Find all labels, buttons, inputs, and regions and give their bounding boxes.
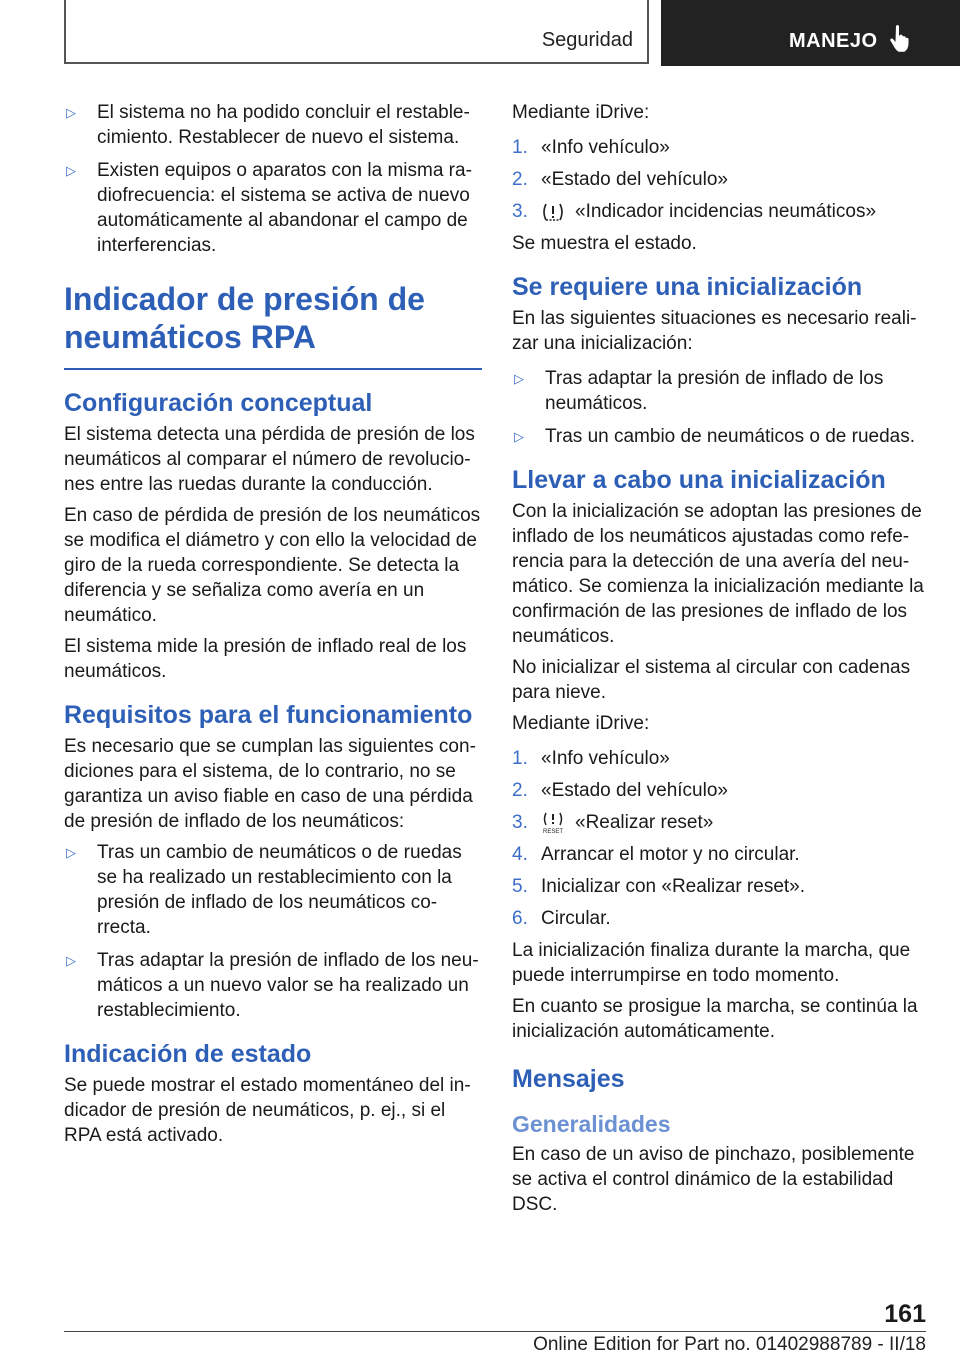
tire-pressure-warning-icon bbox=[541, 202, 565, 222]
heading-init-do: Llevar a cabo una inicialización bbox=[512, 466, 886, 494]
paragraph: En caso de un aviso de pinchazo, posiblemente se activa el control dinámico de la estabilidad DSC. bbox=[512, 1144, 915, 1215]
bullet-triangle-icon: ▷ bbox=[66, 105, 76, 120]
header-section-box bbox=[64, 0, 649, 64]
bullet-triangle-icon: ▷ bbox=[66, 163, 76, 178]
paragraph: Se muestra el estado. bbox=[512, 233, 697, 254]
svg-text:RESET: RESET bbox=[542, 828, 564, 834]
paragraph: En cuanto se prosigue la marcha, se continúa la inicialización automáticamente. bbox=[512, 996, 918, 1042]
footer-divider bbox=[64, 1331, 926, 1332]
list-item: ▷ Tras adaptar la presión de inflado de los neumáticos. bbox=[514, 368, 884, 414]
list-item: 5. Inicializar con «Realizar reset». bbox=[512, 876, 806, 897]
list-item: 3. RESET «Realizar reset» bbox=[512, 812, 714, 834]
page-number: 161 bbox=[884, 1300, 926, 1328]
bullet-triangle-icon: ▷ bbox=[66, 845, 76, 860]
bullet-triangle-icon: ▷ bbox=[514, 371, 524, 386]
paragraph: El sistema mide la presión de inflado real de los neumáticos. bbox=[64, 636, 467, 682]
list-item: ▷ Tras adaptar la presión de inflado de los neumáticos a un nuevo valor se ha realizado un restablecimiento. bbox=[66, 950, 479, 1021]
list-item: ▷ El sistema no ha podido concluir el restablecimiento. Restablecer de nuevo el sistema. bbox=[66, 102, 470, 148]
list-item: 4. Arrancar el motor y no circular. bbox=[512, 844, 800, 865]
heading-init-required: Se requiere una inicialización bbox=[512, 273, 863, 301]
header-section-title: Seguridad bbox=[541, 29, 633, 51]
paragraph: No inicializar el sistema al circular con cadenas para nieve. bbox=[512, 657, 911, 703]
paragraph: En caso de pérdida de presión de los neumáticos se modifica el diámetro y con ello la velocidad de giro de la rueda correspondiente. Se detecta la diferencia y se señaliza como avería en un neumático. bbox=[64, 505, 481, 626]
paragraph: Mediante iDrive: bbox=[512, 713, 650, 734]
list-item: ▷ Tras un cambio de neumáticos o de ruedas. bbox=[514, 426, 915, 447]
edition-note: Online Edition for Part no. 01402988789 - II/18 bbox=[533, 1334, 926, 1355]
list-item: 2. «Estado del vehículo» bbox=[512, 169, 728, 190]
list-item: 6. Circular. bbox=[512, 908, 611, 929]
list-item: 1. «Info vehículo» bbox=[512, 137, 670, 158]
paragraph: El sistema detecta una pérdida de presión de los neumáticos al comparar el número de revoluciones entre las ruedas durante la conducción. bbox=[64, 424, 475, 495]
heading-concept: Configuración conceptual bbox=[64, 389, 373, 417]
left-column bbox=[64, 100, 482, 1154]
paragraph: Mediante iDrive: bbox=[512, 102, 650, 123]
chapter-tab[interactable] bbox=[661, 0, 960, 66]
heading-status: Indicación de estado bbox=[64, 1040, 312, 1068]
list-item: ▷ Existen equipos o aparatos con la misma radiofrecuencia: el sistema se activa de nuevo automáticamente al abandonar el campo de interferencias. bbox=[66, 160, 472, 256]
bullet-triangle-icon: ▷ bbox=[66, 953, 76, 968]
chapter-tab-label: MANEJO bbox=[789, 30, 878, 52]
section-title-rpa: Indicador de presión de neumáticos RPA bbox=[64, 281, 425, 355]
list-item: 2. «Estado del vehículo» bbox=[512, 780, 728, 801]
section-divider bbox=[64, 368, 482, 370]
paragraph: Se puede mostrar el estado momentáneo del indicador de presión de neumáticos, p. ej., si el RPA está activado. bbox=[64, 1075, 471, 1146]
paragraph: Es necesario que se cumplan las siguientes condiciones para el sistema, de lo contrario, no se garantiza un aviso fiable en caso de una pérdida de presión de inflado de los neumáticos: bbox=[64, 736, 476, 832]
heading-messages: Mensajes bbox=[512, 1065, 625, 1093]
heading-requirements: Requisitos para el funcionamiento bbox=[64, 701, 473, 729]
hand-pointer-icon bbox=[889, 24, 911, 52]
paragraph: En las siguientes situaciones es necesario realizar una inicialización: bbox=[512, 308, 917, 354]
heading-general: Generalidades bbox=[512, 1111, 671, 1137]
tire-reset-icon bbox=[541, 812, 565, 834]
list-item: 3. «Indicador incidencias neumáticos» bbox=[512, 201, 877, 222]
list-item: 1. «Info vehículo» bbox=[512, 748, 670, 769]
paragraph: La inicialización finaliza durante la marcha, que puede interrumpirse en todo momento. bbox=[512, 940, 911, 986]
list-item: ▷ Tras un cambio de neumáticos o de ruedas se ha realizado un restablecimiento con la presión de inflado de los neumáticos correcta. bbox=[66, 842, 462, 938]
paragraph: Con la inicialización se adoptan las presiones de inflado de los neumáticos ajustadas como referencia para la detección de una avería del neumático. Se comienza la inicialización mediante la confirmación de las presiones de inflado de los neumáticos. bbox=[512, 501, 924, 647]
right-column bbox=[512, 100, 926, 1223]
bullet-triangle-icon: ▷ bbox=[514, 429, 524, 444]
